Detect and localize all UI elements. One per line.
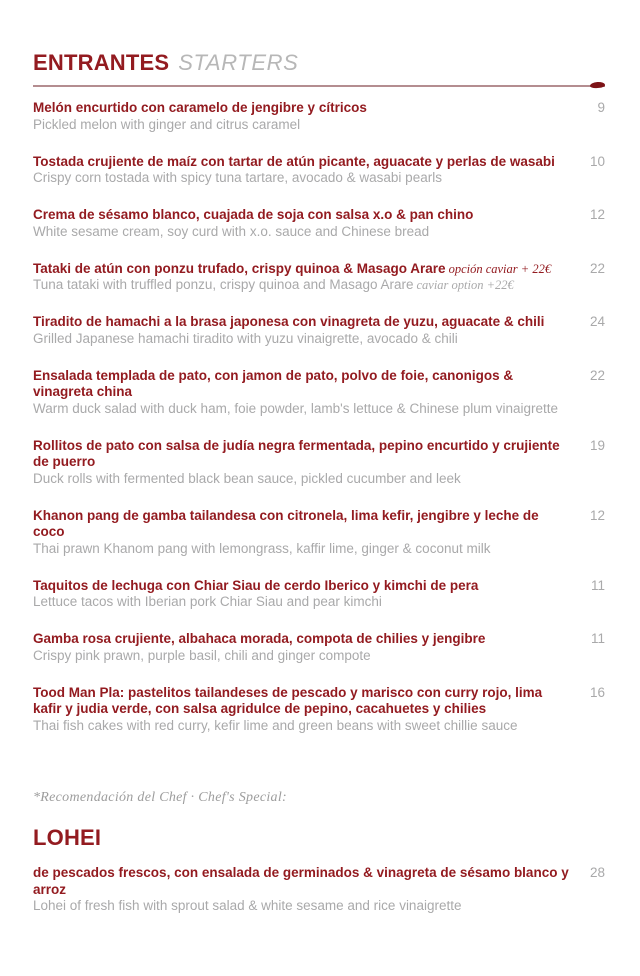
menu-item-row	[33, 508, 605, 558]
item-price: 12	[589, 507, 605, 523]
item-description	[33, 541, 569, 558]
item-description	[33, 277, 551, 294]
item-price: 22	[589, 367, 605, 383]
item-price: 19	[589, 437, 605, 453]
item-name-text: Gamba rosa crujiente, albahaca morada, compota de chilies y jengibre	[33, 631, 486, 646]
item-desc-text: Crispy corn tostada with spicy tuna tartare, avocado & wasabi pearls	[33, 170, 442, 185]
item-text	[33, 154, 558, 187]
item-description	[33, 594, 481, 611]
item-name-text: Ensalada templada de pato, con jamon de pato, polvo de foie, canonigos & vinagreta china	[33, 367, 514, 399]
item-name	[33, 154, 558, 171]
item-name	[33, 368, 569, 401]
item-name	[33, 865, 569, 898]
item-price: 22	[589, 260, 605, 276]
item-name	[33, 508, 569, 541]
chef-special-title: LOHEI	[33, 825, 102, 850]
item-name	[33, 261, 551, 278]
item-description	[33, 898, 569, 915]
menu-item-row	[33, 154, 605, 187]
item-description	[33, 718, 569, 735]
item-name	[33, 100, 370, 117]
item-name	[33, 207, 476, 224]
item-name	[33, 438, 569, 471]
item-desc-text: Grilled Japanese hamachi tiradito with yuzu vinaigrette, avocado & chili	[33, 330, 458, 346]
item-description	[33, 648, 488, 665]
item-desc-note: caviar option +22€	[416, 278, 514, 292]
item-description	[33, 401, 569, 418]
item-price: 9	[597, 100, 605, 115]
item-name-note: opción caviar + 22€	[448, 261, 552, 276]
menu-item-row	[33, 100, 605, 133]
item-name-text: Tostada crujiente de maíz con tartar de atún picante, aguacate y perlas de wasabi	[33, 153, 555, 169]
item-name-text: Crema de sésamo blanco, cuajada de soja con salsa x.o & pan chino	[33, 207, 474, 222]
section-divider	[33, 85, 605, 87]
item-text	[33, 631, 488, 664]
item-desc-text: White sesame cream, soy curd with x.o. sauce and Chinese bread	[33, 223, 430, 239]
item-text	[33, 100, 370, 133]
item-desc-text: Crispy pink prawn, purple basil, chili and ginger compote	[33, 647, 371, 663]
starters-list	[33, 100, 605, 734]
item-name	[33, 314, 547, 331]
menu-item-row	[33, 261, 605, 294]
item-name-text: Tood Man Pla: pastelitos tailandeses de pescado y marisco con curry rojo, lima kafir y judia verde, con salsa agridulce de pepino, cacahuetes y chilies	[33, 684, 543, 716]
item-name-text: Taquitos de lechuga con Chiar Siau de cerdo Iberico y kimchi de pera	[33, 577, 479, 593]
item-name	[33, 631, 488, 648]
menu-item-row	[33, 438, 605, 488]
item-desc-text: Pickled melon with ginger and citrus caramel	[33, 116, 301, 132]
menu-item-row	[33, 207, 605, 240]
item-desc-text: Lohei of fresh fish with sprout salad & white sesame and rice vinaigrette	[33, 898, 462, 913]
item-description	[33, 170, 558, 187]
item-description	[33, 471, 569, 488]
item-desc-text: Duck rolls with fermented black bean sauce, pickled cucumber and leek	[33, 470, 461, 486]
item-desc-text: Thai fish cakes with red curry, kefir lime and green beans with sweet chillie sauce	[33, 717, 518, 733]
chef-special-note: *Recomendación del Chef · Chef's Special:	[33, 790, 288, 805]
item-text	[33, 865, 569, 915]
item-price: 24	[589, 314, 605, 329]
menu-item-row	[33, 865, 605, 915]
item-name-text: Khanon pang de gamba tailandesa con citronela, lima kefir, jengibre y leche de coco	[33, 507, 539, 539]
section-title-english: STARTERS	[178, 50, 299, 75]
item-name	[33, 685, 569, 718]
item-description	[33, 331, 547, 348]
divider-brush-dot-icon	[590, 81, 605, 88]
item-description	[33, 117, 370, 134]
item-price: 28	[589, 865, 605, 880]
item-text	[33, 578, 481, 611]
item-name-text: Melón encurtido con caramelo de jengibre y cítricos	[33, 100, 367, 115]
item-text	[33, 207, 476, 240]
item-name-text: Tataki de atún con ponzu trufado, crispy quinoa & Masago Arare	[33, 260, 446, 276]
item-text	[33, 261, 551, 294]
item-desc-text: Thai prawn Khanom pang with lemongrass, kaffir lime, ginger & coconut milk	[33, 540, 491, 556]
item-desc-text: Lettuce tacos with Iberian pork Chiar Siau and pear kimchi	[33, 594, 382, 609]
item-desc-text: Tuna tataki with truffled ponzu, crispy quinoa and Masago Arare	[33, 277, 414, 292]
menu-item-row	[33, 368, 605, 418]
item-price: 16	[589, 684, 605, 700]
item-name	[33, 578, 481, 595]
menu-item-row	[33, 314, 605, 347]
item-name-text: Rollitos de pato con salsa de judía negra fermentada, pepino encurtido y crujiente de puerro	[33, 437, 560, 469]
section-title-spanish: ENTRANTES	[33, 50, 170, 75]
menu-item-row	[33, 685, 605, 735]
item-text	[33, 438, 569, 488]
item-desc-text: Warm duck salad with duck ham, foie powder, lamb's lettuce & Chinese plum vinaigrette	[33, 400, 559, 416]
item-text	[33, 685, 569, 735]
menu-item-row	[33, 578, 605, 611]
page-title	[33, 50, 605, 76]
item-name-text: Tiradito de hamachi a la brasa japonesa con vinagreta de yuzu, aguacate & chili	[33, 314, 545, 329]
item-text	[33, 368, 569, 418]
item-price: 11	[590, 631, 605, 646]
item-description	[33, 224, 476, 241]
item-text	[33, 508, 569, 558]
item-name-text: de pescados frescos, con ensalada de germinados & vinagreta de sésamo blanco y arroz	[33, 865, 569, 897]
item-price: 12	[589, 207, 605, 222]
menu-item-row	[33, 631, 605, 664]
item-text	[33, 314, 547, 347]
item-price: 10	[589, 153, 605, 169]
item-price: 11	[590, 577, 605, 593]
